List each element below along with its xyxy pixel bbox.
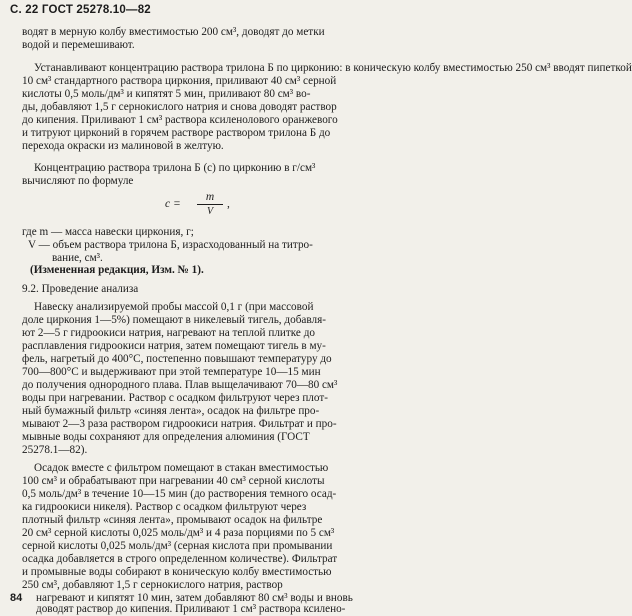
text-line: Концентрацию раствора трилона Б (с) по цирконию в г/см³: [34, 162, 316, 174]
text-line: 700—800°С и выдерживают при этой температуре 10—15 мин: [22, 366, 321, 378]
formula: [165, 190, 255, 220]
formula-tail: ,: [227, 198, 230, 210]
page-header: С. 22 ГОСТ 25278.10—82: [10, 4, 151, 16]
text-line: нагревают и кипятят 10 мин, затем добавляют 80 см³ воды и вновь: [36, 592, 353, 604]
text-line: V — объем раствора трилона Б, израсходованный на титро-: [28, 239, 313, 251]
text-line: до получения однородного плава. Плав выщелачивают 70—80 см³: [22, 379, 338, 391]
formula-numerator: m: [205, 191, 215, 203]
section-heading: 9.2. Проведение анализа: [22, 283, 139, 295]
text-line: перехода окраски из малиновой в желтую.: [22, 140, 224, 152]
text-line: осадка добавляется в строго определенном количестве). Фильтрат: [22, 553, 338, 565]
text-line: ка гидроокиси никеля). Раствор с осадком фильтруют через: [22, 501, 307, 513]
page-number: 84: [10, 592, 23, 604]
text-line: ный бумажный фильтр «синяя лента», осадок на фильтре про-: [22, 405, 320, 417]
text-line: вычисляют по формуле: [22, 175, 134, 187]
text-line: 100 см³ и обрабатывают при нагревании 40 см³ серной кислоты: [22, 475, 325, 487]
text-line: воды при нагревании. Раствор с осадком фильтруют через плот-: [22, 392, 328, 404]
text-line: где m — масса навески циркония, г;: [22, 226, 194, 238]
text-line: 250 см³, добавляют 1,5 г сернокислого натрия, раствор: [22, 579, 283, 591]
text-line: расплавления гидроокиси натрия, затем помещают тигель в му-: [22, 340, 326, 352]
text-line: плотный фильтр «синяя лента», промывают осадок на фильтре: [22, 514, 323, 526]
text-line: ды, добавляют 1,5 г сернокислого натрия и снова доводят раствор: [22, 101, 337, 113]
text-line: мывные воды сохраняют для определения алюминия (ГОСТ: [22, 431, 310, 443]
text-line: до кипения. Приливают 1 см³ раствора ксиленолового оранжевого: [22, 114, 338, 126]
text-line: 25278.1—82).: [22, 444, 88, 456]
amendment-note: (Измененная редакция, Изм. № 1).: [30, 264, 204, 276]
text-line: мывают 2—3 раза раствором гидроокиси натрия. Фильтрат и про-: [22, 418, 337, 430]
text-line: и титруют цирконий в горячем растворе раствором трилона Б до: [22, 127, 331, 139]
text-line: доле циркония 1—5%) помещают в никелевый тигель, добавля-: [22, 314, 326, 326]
text-line: доводят раствор до кипения. Приливают 1 см³ раствора ксилено-: [36, 603, 346, 615]
formula-denominator: V: [206, 206, 214, 217]
text-line: Осадок вместе с фильтром помещают в стакан вместимостью: [34, 462, 329, 474]
text-line: 0,5 моль/дм³ в течение 10—15 мин (до растворения темного осад-: [22, 488, 337, 500]
text-line: 20 см³ серной кислоты 0,025 моль/дм³ и 4 раза порциями по 5 см³: [22, 527, 335, 539]
formula-lhs: c =: [165, 198, 181, 210]
text-line: серной кислоты 0,025 моль/дм³ (серная кислота при промывании: [22, 540, 333, 552]
text-line: фель, нагретый до 400°С, постепенно повышают температуру до: [22, 353, 332, 365]
text-line: Навеску анализируемой пробы массой 0,1 г (при массовой: [34, 301, 314, 313]
text-line: 10 см³ стандартного раствора циркония, приливают 40 см³ серной: [22, 75, 337, 87]
text-line: кислоты 0,5 моль/дм³ и кипятят 5 мин, приливают 80 см³ во-: [22, 88, 311, 100]
fraction-bar: [197, 204, 223, 205]
text-line: и промывные воды собирают в коническую колбу вместимостью: [22, 566, 332, 578]
text-line: Устанавливают концентрацию раствора трилона Б по цирконию: в коническую колбу вместимостью 250 см³ вводят пипеткой: [34, 62, 632, 74]
text-line: вание, см³.: [52, 252, 103, 264]
text-line: водой и перемешивают.: [22, 39, 135, 51]
text-line: ют 2—5 г гидроокиси натрия, нагревают на теплой плитке до: [22, 327, 315, 339]
text-line: водят в мерную колбу вместимостью 200 см³, доводят до метки: [22, 26, 325, 38]
